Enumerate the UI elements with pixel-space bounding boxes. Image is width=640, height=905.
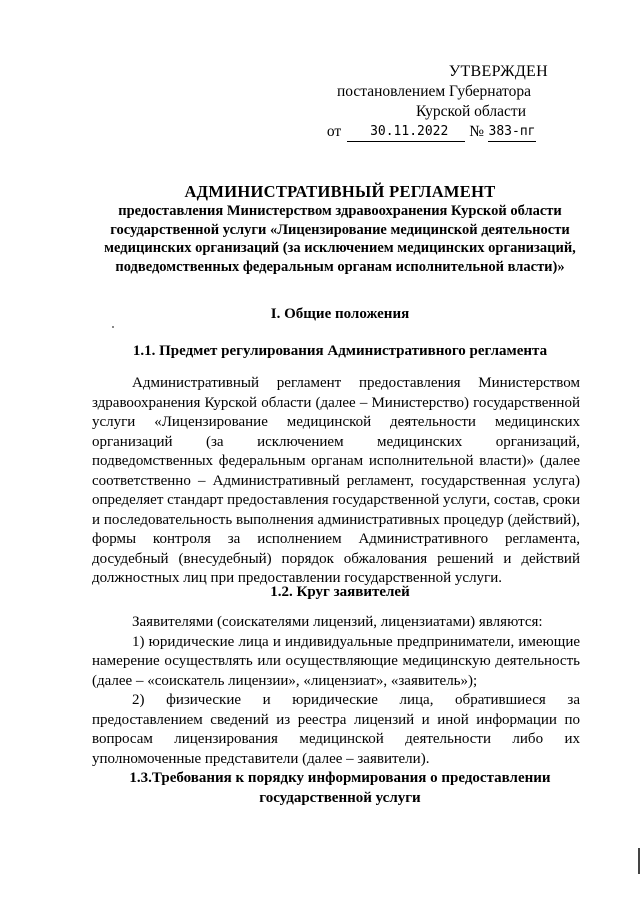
approval-number: 383-пг	[488, 123, 536, 142]
approval-title: УТВЕРЖДЕН	[448, 63, 548, 80]
section-1-2-heading: 1.2. Круг заявителей	[270, 584, 410, 600]
scan-speck	[112, 326, 114, 328]
applicants-item-1: 1) юридические лица и индивидуальные предприниматели, имеющие намерение осуществлять или осуществляющие медицинскую деятельность (далее – «соискатель лицензии», «лицензиат», «заявитель»);	[92, 633, 580, 689]
section-1-3-heading: 1.3.Требования к порядку информирования о предоставлении государственной услуги	[129, 770, 551, 806]
approval-date: 30.11.2022	[347, 123, 465, 142]
section-1-1-heading: 1.1. Предмет регулирования Административного регламента	[132, 343, 548, 359]
applicants-item-2: 2) физические и юридические лица, обратившиеся за предоставлением сведений из реестра лицензий и иной информации по вопросам лицензирования медицинской деятельности либо их уполномоченные представители (далее – заявители).	[92, 692, 580, 767]
approval-date-row	[327, 122, 536, 142]
section-general-provisions: I. Общие положения	[270, 306, 410, 322]
document-heading: АДМИНИСТРАТИВНЫЙ РЕГЛАМЕНТ	[184, 182, 496, 201]
section-1-2-text-block	[92, 613, 580, 769]
approval-line-2: Курской области	[415, 103, 526, 120]
section-1-1-paragraph: Административный регламент предоставления Министерством здравоохранения Курской области (далее – Министерство) государственной услуги «Лицензирование медицинской деятельности медицинских организаций (за исключением медицинских организаций, подведомственных федеральным органам исполнительной власти)» (далее соответственно – Административный регламент, государственная услуга) определяет стандарт предоставления государственной услуги, состав, сроки и последовательность выполнения административных процедур (действий), формы контроля за исполнением Административного регламента, досудебный (внесудебный) порядок обжалования решений и действий должностных лиц при предоставлении государственной услуги.	[92, 375, 580, 586]
document-title-block	[72, 182, 608, 276]
date-prefix: от	[326, 123, 342, 140]
applicants-intro: Заявителями (соискателями лицензий, лицензиатами) являются:	[132, 614, 543, 630]
section-1-1-text-block	[92, 374, 580, 589]
number-prefix: №	[469, 123, 484, 140]
approval-line-1: постановлением Губернатора	[336, 83, 531, 100]
document-subtitle: предоставления Министерством здравоохранения Курской области государственной услуги «Лицензирование медицинской деятельности медицинских организаций (за исключением медицинских организаций, подведомственных федеральным органам исполнительной власти)»	[104, 203, 576, 275]
